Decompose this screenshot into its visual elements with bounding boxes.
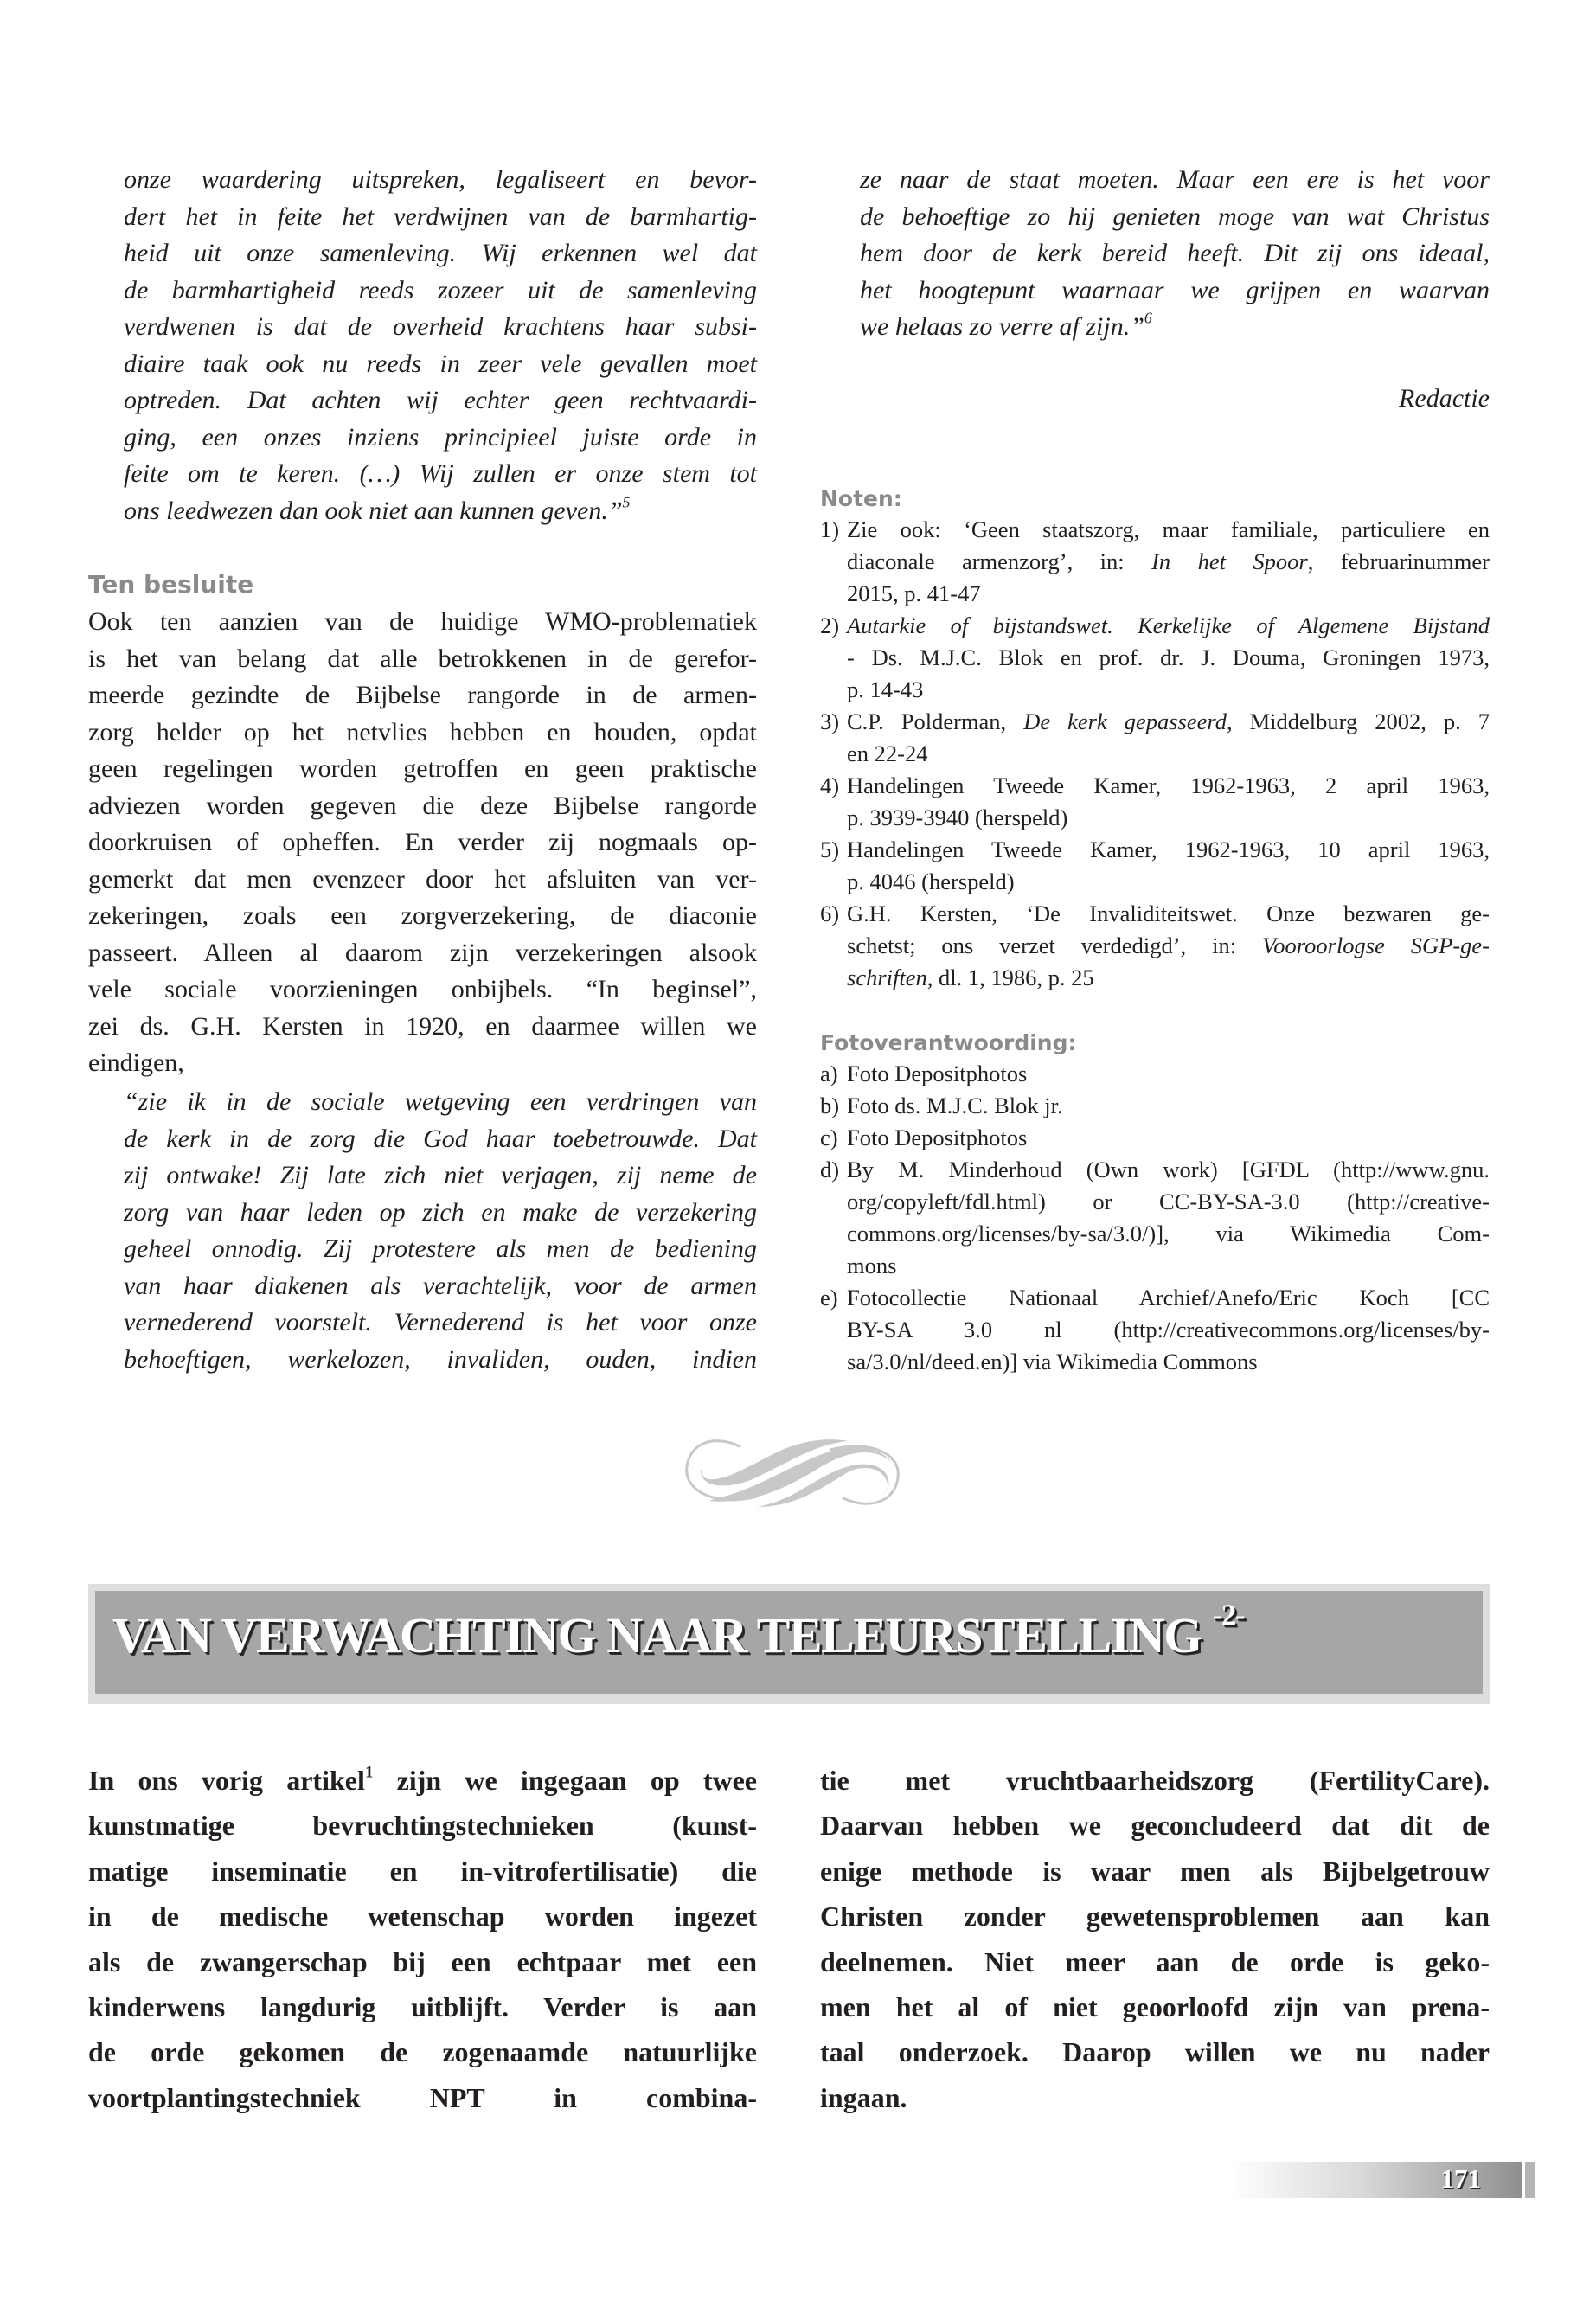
text-segment: de orde gekomen de zogenaamde natuurlijke	[88, 2036, 757, 2068]
photo-credits-list	[820, 1058, 1490, 1378]
text-segment: van haar diakenen als verachtelijk, voor de armen	[124, 1271, 757, 1300]
text-line	[847, 738, 1490, 770]
text-segment: Autarkie of bijstandswet. Kerkelijke of Algemene Bijstand	[847, 612, 1490, 638]
list-item-label: 6)	[820, 901, 840, 926]
text-line	[88, 935, 757, 972]
text-segment: ingaan.	[820, 2081, 907, 2113]
text-segment: Foto Depositphotos	[847, 1061, 1028, 1086]
text-segment: Foto ds. M.J.C. Blok jr.	[847, 1093, 1063, 1118]
text-segment: De kerk gepasseerd	[1023, 708, 1227, 734]
footnote-ref: 1	[364, 1763, 374, 1782]
list-item-label: 3)	[820, 708, 840, 734]
text-line	[847, 1186, 1490, 1218]
text-segment: In ons vorig artikel	[88, 1765, 365, 1796]
text-line	[847, 674, 1490, 706]
text-line	[88, 1009, 757, 1046]
text-segment: zorg van haar leden op zich en make de verzekering	[124, 1197, 757, 1227]
text-line	[88, 898, 757, 935]
text-line	[124, 272, 757, 310]
text-segment: , februarinummer	[1307, 548, 1490, 574]
text-segment: Daarvan hebben we geconcludeerd dat dit de	[820, 1810, 1490, 1842]
text-line	[88, 862, 757, 899]
notes-list	[820, 514, 1490, 994]
text-segment: matige inseminatie en in-vitrofertilisatie) die	[88, 1855, 757, 1887]
text-segment: Zie ook: ‘Geen staatszorg, maar familiale, particuliere en	[847, 516, 1490, 542]
text-line	[820, 1849, 1490, 1894]
text-segment: diaire taak ook nu reeds in zeer vele gevallen moet	[124, 349, 757, 378]
text-line	[820, 2075, 1490, 2120]
list-item-label: a)	[820, 1061, 838, 1086]
text-line	[124, 346, 757, 383]
text-segment: zorg helder op het netvlies hebben en houden, opdat	[88, 717, 757, 747]
text-line	[124, 1195, 757, 1232]
article-title-box	[95, 1591, 1483, 1694]
text-segment: BY-SA 3.0 nl (http://creativecommons.org/licenses/by-	[847, 1317, 1490, 1343]
text-segment: passeert. Alleen al daarom zijn verzekeringen alsook	[88, 938, 757, 967]
text-segment: zei ds. G.H. Kersten in 1920, en daarmee willen we	[88, 1011, 757, 1041]
list-item	[820, 706, 1490, 770]
text-line	[860, 235, 1490, 272]
text-segment: G.H. Kersten, ‘De Invaliditeitswet. Onze bezwaren ge-	[847, 901, 1490, 926]
list-item-text	[847, 514, 1490, 610]
list-item-label: 2)	[820, 612, 840, 638]
list-item	[820, 610, 1490, 706]
text-line	[124, 1231, 757, 1268]
text-line	[88, 1045, 757, 1082]
text-line	[847, 610, 1490, 642]
text-segment: eindigen,	[88, 1048, 184, 1077]
text-segment: onze waardering uitspreken, legaliseert en bevor-	[124, 165, 757, 194]
section-heading-ten-besluite: Ten besluite	[88, 570, 254, 599]
text-segment: p. 3939-3940 (herspeld)	[847, 804, 1068, 830]
text-line	[88, 1939, 757, 1984]
text-segment: vernederend voorstelt. Vernederend is het voor onze	[124, 1308, 757, 1336]
text-segment: in de medische wetenschap worden ingezet	[88, 1900, 757, 1932]
list-item-text	[847, 770, 1490, 834]
text-line	[124, 493, 757, 530]
notes-heading: Noten:	[820, 486, 902, 511]
text-line	[124, 1084, 757, 1121]
text-line	[847, 514, 1490, 546]
text-line	[820, 1984, 1490, 2029]
text-segment: By M. Minderhoud (Own work) [GFDL (http://www.gnu.	[847, 1157, 1490, 1183]
text-line	[124, 235, 757, 272]
text-line	[847, 866, 1490, 898]
text-line	[847, 1314, 1490, 1346]
list-item-text	[847, 1282, 1490, 1378]
signature-redactie: Redactie	[1399, 384, 1490, 413]
text-line	[820, 1758, 1490, 1803]
list-item	[820, 1090, 1490, 1122]
text-line	[88, 824, 757, 862]
text-segment: org/copyleft/fdl.html) or CC-BY-SA-3.0 (http://creative-	[847, 1189, 1490, 1215]
text-line	[124, 420, 757, 457]
text-segment: feite om te keren. (…) Wij zullen er onze stem tot	[124, 459, 757, 488]
text-line	[124, 1304, 757, 1342]
text-segment: schriften	[847, 965, 927, 990]
text-segment: als de zwangerschap bij een echtpaar met een	[88, 1945, 757, 1977]
text-segment: vele sociale voorzieningen onbijbels. “In beginsel”,	[88, 975, 757, 1003]
quote-kamer	[124, 162, 757, 529]
text-line	[124, 199, 757, 236]
list-item	[820, 1122, 1490, 1154]
text-segment: p. 14-43	[847, 676, 924, 702]
text-line	[847, 1282, 1490, 1314]
text-segment: Foto Depositphotos	[847, 1125, 1028, 1150]
text-segment: Christen zonder gewetensproblemen aan kan	[820, 1900, 1490, 1932]
text-segment: doorkruisen of opheffen. En verder zij nogmaals op-	[88, 828, 757, 856]
text-line	[847, 578, 1490, 610]
text-segment: deelnemen. Niet meer aan de orde is geko-	[820, 1945, 1490, 1977]
text-line	[124, 162, 757, 199]
text-segment: kunstmatige bevruchtingstechnieken (kunst-	[88, 1810, 757, 1842]
text-line	[847, 802, 1490, 834]
text-line	[88, 604, 757, 641]
list-item	[820, 770, 1490, 834]
text-line	[124, 382, 757, 420]
list-item	[820, 1058, 1490, 1090]
list-item-text	[847, 1090, 1490, 1122]
text-segment: Vooroorlogse SGP-ge-	[1262, 933, 1490, 958]
text-line	[847, 706, 1490, 738]
text-segment: de behoeftige zo hij genieten moge van wat Christus	[860, 202, 1490, 231]
text-line	[860, 162, 1490, 199]
text-segment: ze naar de staat moeten. Maar een ere is het voor	[860, 165, 1490, 194]
text-line	[860, 309, 1490, 346]
text-line	[847, 1346, 1490, 1378]
article-title-part-number: -2-	[1212, 1598, 1244, 1632]
text-line	[847, 930, 1490, 962]
text-line	[847, 1154, 1490, 1186]
text-segment: zijn we ingegaan op twee	[373, 1765, 758, 1796]
text-line	[847, 642, 1490, 674]
text-segment: Handelingen Tweede Kamer, 1962-1963, 10 april 1963,	[847, 836, 1490, 862]
text-segment: het hoogtepunt waarnaar we grijpen en waarvan	[860, 275, 1490, 304]
article-title-text: VAN VERWACHTING NAAR TELEURSTELLING	[112, 1607, 1202, 1663]
footnote-ref: 6	[1144, 309, 1152, 327]
article-title	[112, 1598, 1244, 1664]
photo-credits-heading: Fotoverantwoording:	[820, 1030, 1077, 1055]
footnote-ref: 5	[622, 493, 631, 510]
list-item-text	[847, 1154, 1490, 1282]
text-segment: , Middelburg 2002, p. 7	[1226, 708, 1490, 734]
text-line	[820, 2029, 1490, 2074]
text-segment: voortplantingstechniek NPT in combina-	[88, 2081, 757, 2113]
text-segment: ons leedwezen dan ook niet aan kunnen geven.”	[124, 496, 623, 525]
text-line	[847, 1058, 1490, 1090]
text-line	[847, 834, 1490, 866]
text-segment: de barmhartigheid reeds zozeer uit de samenleving	[124, 275, 757, 304]
list-item-text	[847, 1122, 1490, 1154]
text-segment: adviezen worden gegeven die deze Bijbelse rangorde	[88, 791, 757, 820]
list-item	[820, 1154, 1490, 1282]
text-line	[88, 715, 757, 752]
text-segment: Ook ten aanzien van de huidige WMO-problematiek	[88, 607, 757, 636]
intro-paragraph-right	[820, 1758, 1490, 2120]
text-line	[847, 770, 1490, 802]
list-item-text	[847, 706, 1490, 770]
quote-kersten	[124, 1084, 757, 1378]
list-item-label: 5)	[820, 836, 840, 862]
article-title-banner	[88, 1584, 1490, 1704]
text-line	[88, 971, 757, 1009]
text-line	[88, 788, 757, 825]
text-line	[88, 677, 757, 715]
text-segment: C.P. Polderman,	[847, 708, 1024, 734]
text-segment: meerde gezindte de Bijbelse rangorde in de armen-	[88, 681, 757, 709]
text-segment: sa/3.0/nl/deed.en)] via Wikimedia Commons	[847, 1349, 1258, 1375]
text-segment: 2015, p. 41-47	[847, 580, 981, 606]
page-number-bar	[1228, 2162, 1522, 2198]
text-segment: “zie ik in de sociale wetgeving een verdringen van	[124, 1087, 757, 1116]
text-segment: - Ds. M.J.C. Blok en prof. dr. J. Douma, Groningen 1973,	[847, 644, 1490, 670]
text-segment: Fotocollectie Nationaal Archief/Anefo/Eric Koch [CC	[847, 1285, 1490, 1311]
text-line	[820, 1803, 1490, 1848]
text-line	[124, 1342, 757, 1379]
text-segment: dert het in feite het verdwijnen van de barmhartig-	[124, 202, 757, 231]
text-segment: enige methode is waar men als Bijbelgetrouw	[820, 1855, 1490, 1887]
text-line	[88, 1984, 757, 2029]
text-segment: en 22-24	[847, 740, 928, 766]
text-line	[88, 1849, 757, 1894]
text-segment: diaconale armenzorg’, in:	[847, 548, 1152, 574]
text-line	[88, 1894, 757, 1939]
list-item-text	[847, 1058, 1490, 1090]
text-segment: geen regelingen worden getroffen en geen praktische	[88, 754, 757, 783]
list-item	[820, 898, 1490, 994]
text-line	[88, 641, 757, 678]
text-segment: heid uit onze samenleving. Wij erkennen wel dat	[124, 239, 757, 267]
text-segment: zekeringen, zoals een zorgverzekering, de diaconie	[88, 901, 757, 930]
text-segment: men het al of niet geoorloofd zijn van prena-	[820, 1990, 1490, 2022]
text-line	[88, 751, 757, 788]
swirl-ornament-icon	[675, 1427, 908, 1514]
text-segment: behoeftigen, werkelozen, invaliden, ouden, indien	[124, 1344, 757, 1374]
list-item-label: b)	[820, 1093, 840, 1118]
text-line	[88, 1758, 757, 1803]
text-line	[124, 1268, 757, 1305]
quote-kersten-continued	[860, 162, 1490, 346]
page-number-tab	[1525, 2162, 1535, 2198]
text-line	[88, 1803, 757, 1848]
list-item	[820, 514, 1490, 610]
text-segment: geheel onnodig. Zij protestere als men de bediening	[124, 1234, 757, 1263]
list-item-label: 4)	[820, 772, 840, 798]
list-item-text	[847, 610, 1490, 706]
text-line	[124, 309, 757, 346]
text-line	[847, 1122, 1490, 1154]
text-line	[124, 1157, 757, 1195]
intro-paragraph-left	[88, 1758, 757, 2120]
text-line	[847, 1250, 1490, 1282]
text-segment: de kerk in de zorg die God haar toebetrouwde. Dat	[124, 1124, 757, 1153]
text-line	[820, 1939, 1490, 1984]
text-line	[124, 456, 757, 493]
list-item-label: c)	[820, 1125, 838, 1150]
text-segment: , dl. 1, 1986, p. 25	[926, 965, 1094, 990]
text-line	[88, 2029, 757, 2074]
text-segment: hem door de kerk bereid heeft. Dit zij ons ideaal,	[860, 239, 1490, 267]
list-item	[820, 1282, 1490, 1378]
text-segment: p. 4046 (herspeld)	[847, 868, 1015, 894]
text-line	[847, 962, 1490, 994]
text-line	[847, 546, 1490, 578]
text-segment: zij ontwake! Zij late zich niet verjagen, zij neme de	[124, 1161, 757, 1189]
text-line	[847, 1090, 1490, 1122]
text-segment: schetst; ons verzet verdedigd’, in:	[847, 933, 1262, 958]
text-line	[860, 199, 1490, 236]
text-segment: is het van belang dat alle betrokkenen in de gerefor-	[88, 644, 757, 673]
body-paragraph	[88, 604, 757, 1082]
text-segment: we helaas zo verre af zijn.”	[860, 312, 1144, 341]
text-segment: verdwenen is dat de overheid krachtens haar subsi-	[124, 312, 757, 341]
list-item	[820, 834, 1490, 898]
text-line	[860, 272, 1490, 310]
text-line	[124, 1121, 757, 1158]
list-item-label: d)	[820, 1157, 840, 1183]
text-segment: taal onderzoek. Daarop willen we nu nader	[820, 2036, 1490, 2068]
list-item-label: 1)	[820, 516, 840, 542]
list-item-text	[847, 898, 1490, 994]
text-segment: tie met vruchtbaarheidszorg (FertilityCare).	[820, 1765, 1490, 1796]
text-segment: mons	[847, 1253, 897, 1279]
text-line	[847, 1218, 1490, 1250]
text-segment: commons.org/licenses/by-sa/3.0/)], via Wikimedia Com-	[847, 1221, 1490, 1247]
text-segment: gemerkt dat men evenzeer door het afsluiten van ver-	[88, 864, 757, 894]
text-segment: optreden. Dat achten wij echter geen rechtvaardi-	[124, 386, 757, 414]
list-item-text	[847, 834, 1490, 898]
text-segment: kinderwens langdurig uitblijft. Verder is aan	[88, 1990, 757, 2022]
text-line	[847, 898, 1490, 930]
text-segment: ging, een onzes inziens principieel juiste orde in	[124, 422, 757, 452]
text-line	[88, 2075, 757, 2120]
text-segment: Handelingen Tweede Kamer, 1962-1963, 2 april 1963,	[847, 772, 1490, 798]
page-number: 171	[1440, 2163, 1481, 2194]
text-line	[820, 1894, 1490, 1939]
list-item-label: e)	[820, 1285, 838, 1311]
text-segment: In het Spoor	[1151, 548, 1308, 574]
